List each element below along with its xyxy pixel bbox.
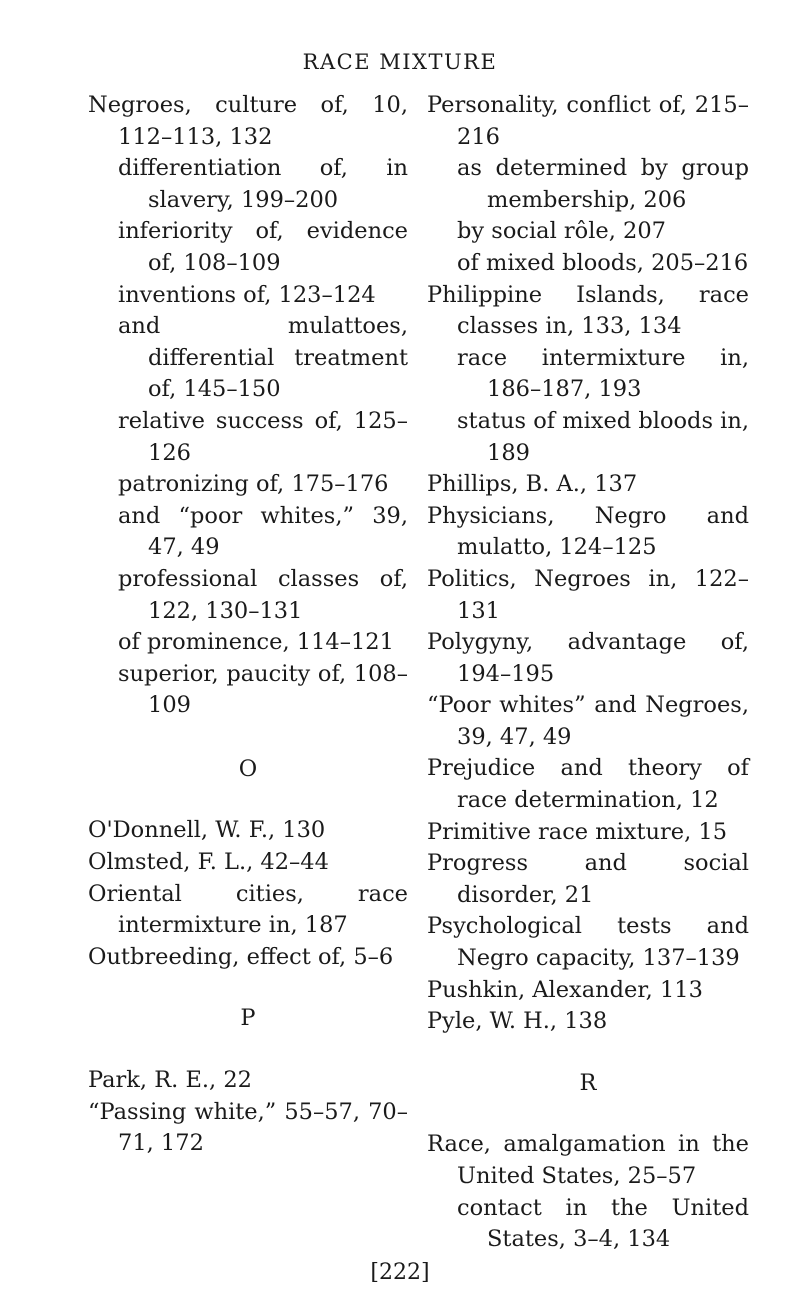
index-subentry: of mixed bloods, 205–216	[457, 249, 749, 276]
index-group-p	[88, 1065, 408, 1160]
index-subentry: inferiority of, evidence of, 108–109	[118, 218, 408, 276]
page-number: [222]	[370, 1260, 430, 1285]
index-entry: Progress and social disorder, 21	[427, 850, 749, 908]
index-subentry: inventions of, 123–124	[118, 281, 376, 308]
index-entry: Politics, Negroes in, 122–131	[427, 565, 749, 624]
section-letter-r: R	[579, 1069, 597, 1096]
index-entry: Pyle, W. H., 138	[427, 1008, 608, 1035]
index-subentry: differentiation of, in slavery, 199–200	[118, 155, 408, 213]
index-entry: Race, amalgamation in the United States, 25–57	[427, 1131, 749, 1189]
index-entry: Philippine Islands, race classes in, 133, 134	[427, 281, 749, 340]
section-letter-o: O	[238, 755, 258, 782]
index-entry: Primitive race mixture, 15	[427, 818, 728, 845]
index-subentry: by social rôle, 207	[457, 218, 666, 245]
index-subentry: contact in the United States, 3–4, 134	[457, 1194, 749, 1253]
index-subentry: and mulattoes, differential treatment of, 145–150	[118, 313, 408, 403]
index-entry: Olmsted, F. L., 42–44	[88, 849, 329, 876]
index-subentry: professional classes of, 122, 130–131	[118, 565, 408, 624]
index-column-right	[427, 90, 749, 1256]
index-subentry: patronizing of, 175–176	[118, 471, 389, 498]
index-subentry: and “poor whites,” 39, 47, 49	[118, 502, 408, 561]
index-subentry: status of mixed bloods in, 189	[457, 407, 749, 466]
index-entry: Phillips, B. A., 137	[427, 471, 638, 498]
index-group-o	[88, 815, 408, 973]
index-entry: “Poor whites” and Negroes, 39, 47, 49	[427, 692, 749, 750]
index-group-p-continued	[427, 90, 749, 1038]
running-header: RACE MIXTURE	[302, 50, 498, 74]
index-group-r	[427, 1129, 749, 1255]
index-entry: Physicians, Negro and mulatto, 124–125	[427, 502, 749, 561]
index-entry: Pushkin, Alexander, 113	[427, 976, 703, 1003]
index-entry: Polygyny, advantage of, 194–195	[427, 629, 749, 687]
index-entry: Outbreeding, effect of, 5–6	[88, 943, 394, 970]
index-subentry: race intermixture in, 186–187, 193	[457, 344, 749, 403]
index-entry: Park, R. E., 22	[88, 1067, 252, 1094]
index-entry: Negroes, culture of, 10, 112–113, 132	[88, 92, 408, 150]
index-subentry: superior, paucity of, 108–109	[118, 660, 408, 719]
index-entry: Personality, conflict of, 215–216	[427, 92, 749, 150]
index-entry: Prejudice and theory of race determination, 12	[427, 755, 749, 814]
section-letter-p: P	[240, 1005, 256, 1032]
index-subentry: relative success of, 125–126	[118, 407, 408, 466]
index-group-negroes	[88, 90, 408, 722]
index-entry: Oriental cities, race intermixture in, 187	[88, 880, 408, 939]
index-entry: O'Donnell, W. F., 130	[88, 817, 326, 844]
index-subentry: of prominence, 114–121	[118, 629, 394, 656]
index-entry: “Passing white,” 55–57, 70–71, 172	[88, 1098, 408, 1157]
index-subentry: as determined by group membership, 206	[457, 155, 749, 213]
index-entry: Psychological tests and Negro capacity, 137–139	[427, 913, 749, 972]
index-column-left	[88, 90, 408, 1160]
